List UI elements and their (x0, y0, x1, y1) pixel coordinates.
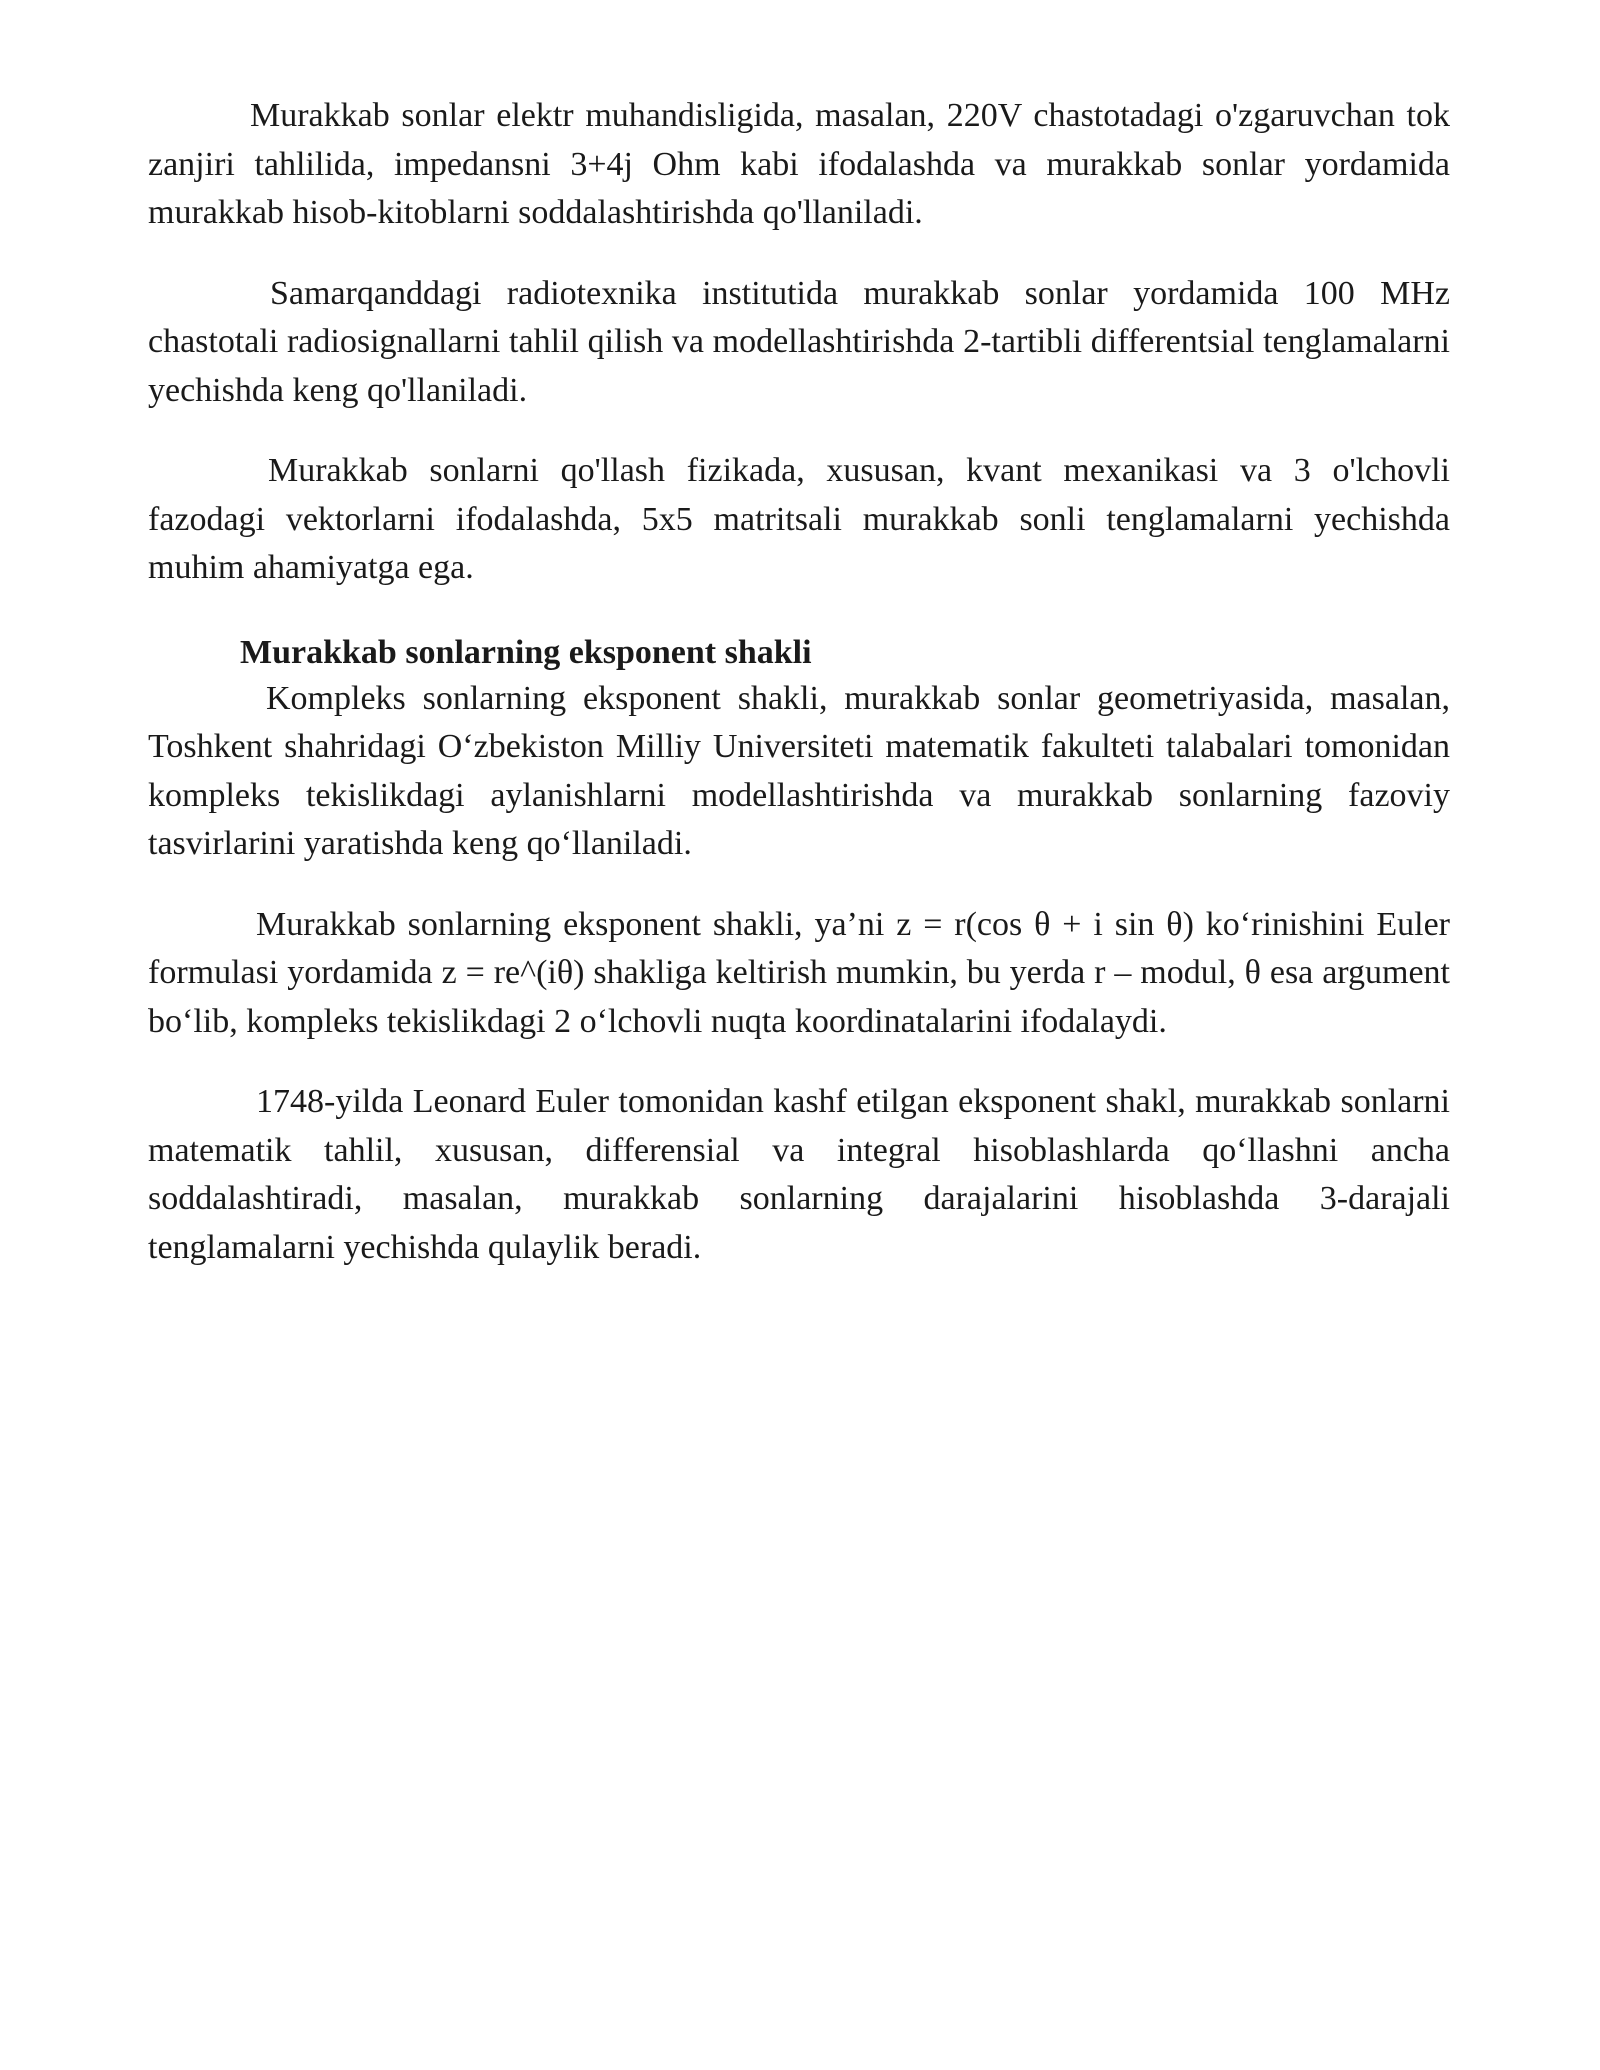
paragraph-exponent-geometry: Kompleks sonlarning eksponent shakli, murakkab sonlar geometriyasida, masalan, Toshkent shahridagi O‘zbekiston Milliy Universiteti matematik fakulteti talabalari tomonidan kompleks tekislikdagi aylanishlarni modellashtirishda va murakkab sonlarning fazoviy tasvirlarini yaratishda keng qo‘llaniladi. (148, 679, 1450, 862)
section-heading: Murakkab sonlarning eksponent shakli (240, 633, 812, 671)
document-body (148, 92, 1450, 1272)
paragraph-euler-history: 1748-yilda Leonard Euler tomonidan kashf etilgan eksponent shakl, murakkab sonlarni matematik tahlil, xususan, differensial va integral hisoblashlarda qo‘llashni ancha soddalashtiradi, masalan, murakkab sonlarning darajalarini hisoblashda 3-darajali tenglamalarni yechishda qulaylik beradi. (148, 1083, 1450, 1266)
paragraph-euler-formula: Murakkab sonlarning eksponent shakli, ya’ni z = r(cos θ + i sin θ) ko‘rinishini Euler formulasi yordamida z = re^(iθ) shakliga keltirish mumkin, bu yerda r – modul, θ esa argument bo‘lib, kompleks tekislikdagi 2 o‘lchovli nuqta koordinatalarini ifodalaydi. (148, 905, 1450, 1040)
paragraph-electrical-engineering: Murakkab sonlar elektr muhandisligida, masalan, 220V chastotadagi o'zgaruvchan tok zanjiri tahlilida, impedansni 3+4j Ohm kabi ifodalashda va murakkab sonlar yordamida murakkab hisob-kitoblarni soddalashtirishda qo'llaniladi. (148, 97, 1450, 231)
paragraph-radio-engineering: Samarqanddagi radiotexnika institutida murakkab sonlar yordamida 100 MHz chastotali radiosignallarni tahlil qilish va modellashtirishda 2-tartibli differentsial tenglamalarni yechishda keng qo'llaniladi. (148, 274, 1450, 409)
paragraph-physics: Murakkab sonlarni qo'llash fizikada, xususan, kvant mexanikasi va 3 o'lchovli fazodagi vektorlarni ifodalashda, 5x5 matritsali murakkab sonli tenglamalarni yechishda muhim ahamiyatga ega. (148, 452, 1450, 586)
